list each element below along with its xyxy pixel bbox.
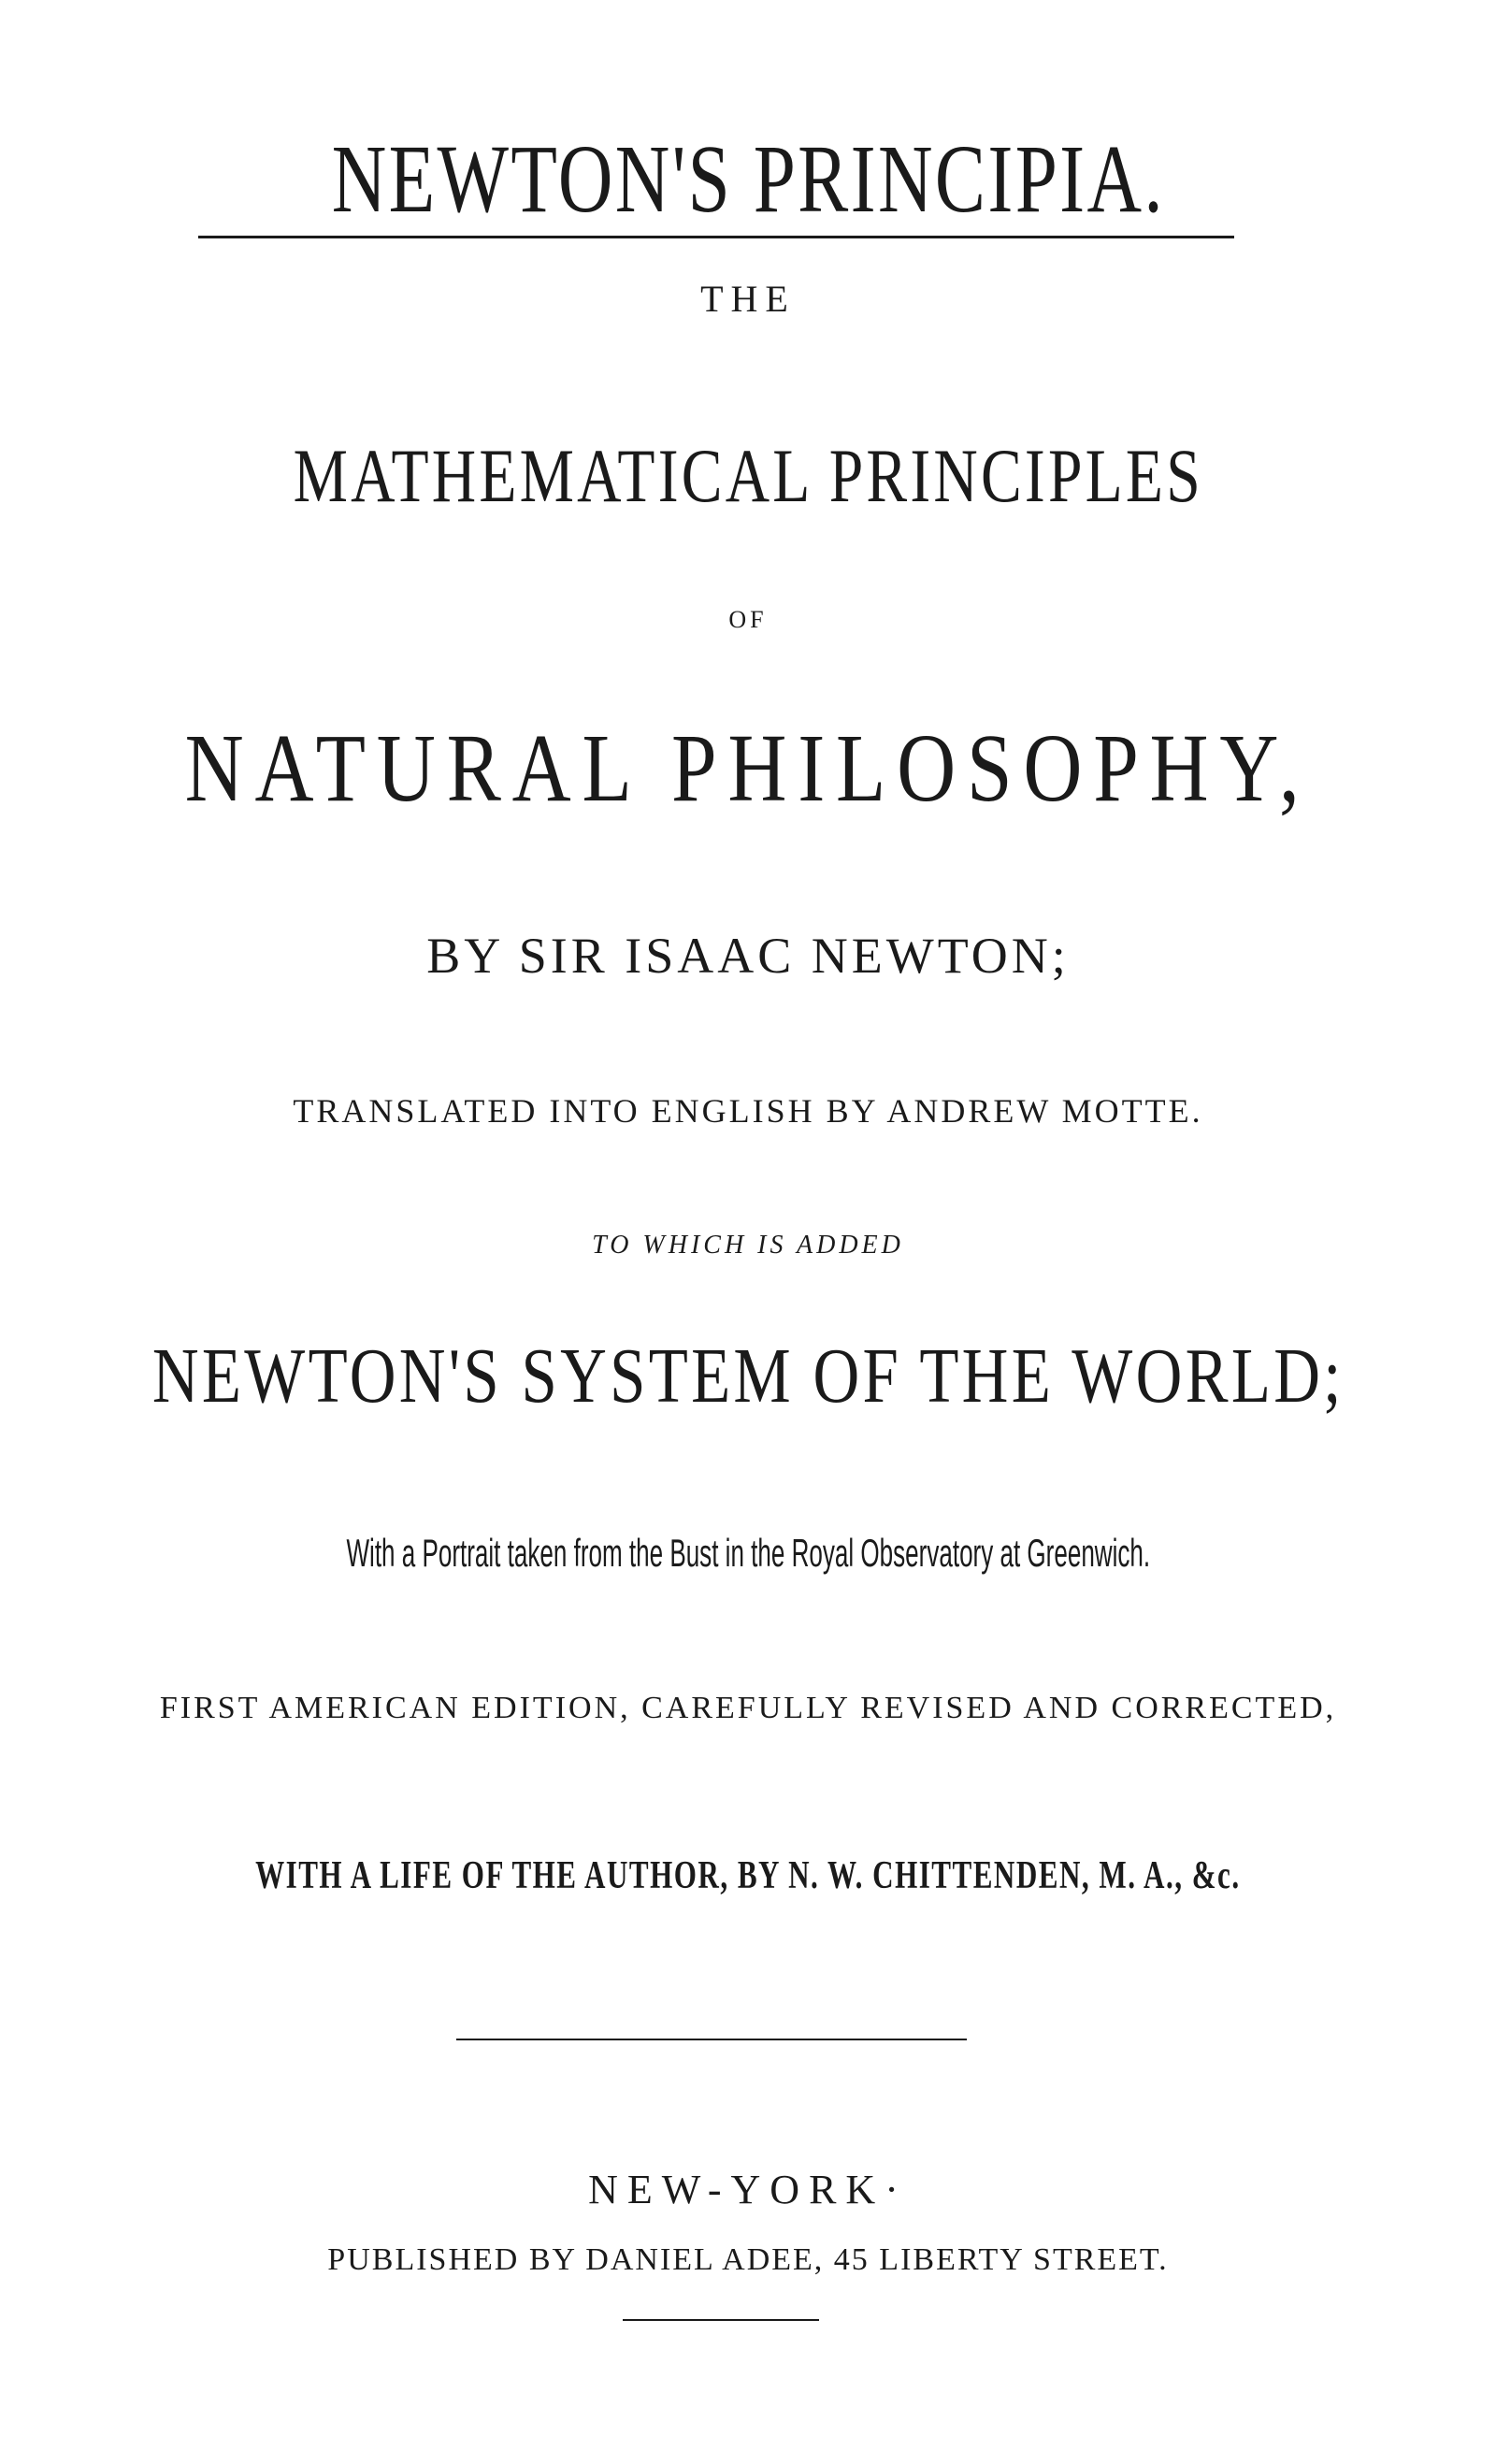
translator-line: TRANSLATED INTO ENGLISH BY ANDREW MOTTE. (293, 1092, 1203, 1130)
bottom-divider-rule (623, 2319, 819, 2321)
book-title (0, 125, 1496, 233)
mathematical-principles-text: MATHEMATICAL PRINCIPLES (293, 433, 1203, 518)
portrait-note-text: With a Portrait taken from the Bust in the Royal Observatory at Greenwich. (346, 1531, 1150, 1575)
life-of-author-text: WITH A LIFE OF THE AUTHOR, BY N. W. CHITTENDEN, M. A., &c. (255, 1854, 1241, 1897)
natural-philosophy-text: NATURAL PHILOSOPHY, (185, 714, 1311, 822)
author-byline: BY SIR ISAAC NEWTON; (426, 928, 1070, 984)
title-underline-rule (198, 236, 1234, 238)
middle-divider-rule (456, 2039, 967, 2040)
publication-place: NEW-YORK· (588, 2167, 908, 2212)
system-of-world-heading (0, 1333, 1496, 1419)
of-line: OF (728, 606, 768, 633)
book-title-text: NEWTON'S PRINCIPIA. (331, 125, 1165, 233)
added-line: TO WHICH IS ADDED (592, 1231, 904, 1260)
the-line: THE (700, 278, 796, 320)
mathematical-principles-heading (0, 433, 1496, 518)
natural-philosophy-heading (0, 714, 1496, 822)
portrait-note (0, 1531, 1496, 1575)
life-of-author-line (0, 1856, 1496, 1895)
publisher-line: PUBLISHED BY DANIEL ADEE, 45 LIBERTY STREET. (327, 2242, 1169, 2277)
edition-line: FIRST AMERICAN EDITION, CAREFULLY REVISED AND CORRECTED, (159, 1691, 1337, 1725)
system-of-world-text: NEWTON'S SYSTEM OF THE WORLD; (151, 1333, 1345, 1419)
